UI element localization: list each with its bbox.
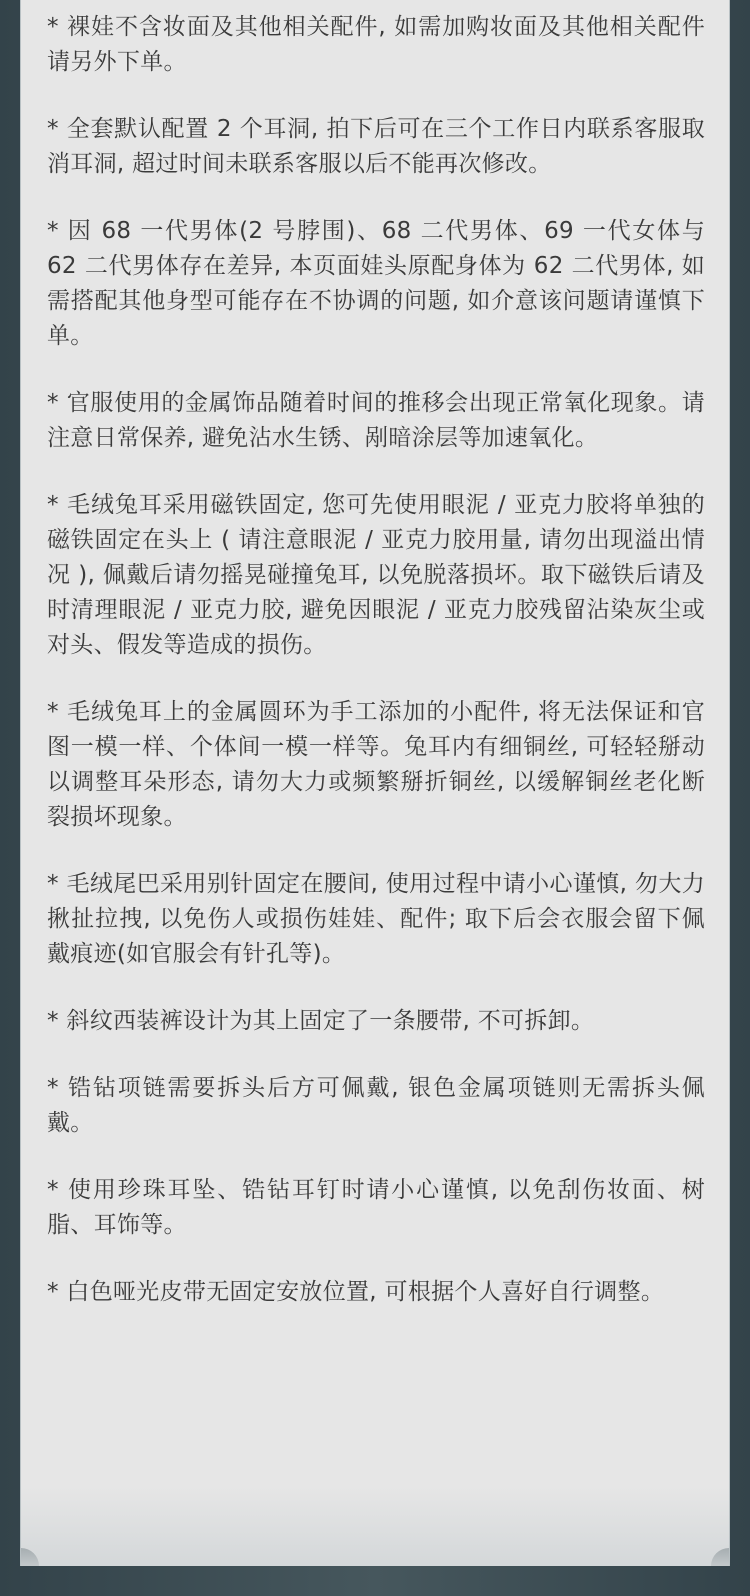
note-item: * 裸娃不含妆面及其他相关配件, 如需加购妆面及其他相关配件请另外下单。 [47,14,705,75]
note-item: * 毛绒尾巴采用别针固定在腰间, 使用过程中请小心谨慎, 勿大力揪扯拉拽, 以免伤人或损伤娃娃、配件; 取下后会衣服会留下佩戴痕迹(如官服会有针孔等)。 [47,871,705,967]
note-item: * 锆钻项链需要拆头后方可佩戴, 银色金属项链则无需拆头佩戴。 [47,1075,705,1136]
note-item: * 因 68 一代男体(2 号脖围)、68 二代男体、69 一代女体与 62 二代男体存在差异, 本页面娃头原配身体为 62 二代男体, 如需搭配其他身型可能存在不协调的问题, 如介意该问题请谨慎下单。 [47,218,705,349]
note-item: * 全套默认配置 2 个耳洞, 拍下后可在三个工作日内联系客服取消耳洞, 超过时间未联系客服以后不能再次修改。 [47,116,705,177]
note-item: * 毛绒兔耳上的金属圆环为手工添加的小配件, 将无法保证和官图一模一样、个体间一模一样等。兔耳内有细铜丝, 可轻轻掰动以调整耳朵形态, 请勿大力或频繁掰折铜丝, 以缓解铜丝老化断裂损坏现象。 [47,699,705,830]
card-notch-right [711,1548,730,1566]
notes-list [21,0,729,1310]
card-notch-left [20,1548,39,1566]
note-item: * 使用珍珠耳坠、锆钻耳钉时请小心谨慎, 以免刮伤妆面、树脂、耳饰等。 [47,1177,705,1238]
notes-card [20,0,730,1566]
note-item: * 毛绒兔耳采用磁铁固定, 您可先使用眼泥 / 亚克力胶将单独的磁铁固定在头上 ( 请注意眼泥 / 亚克力胶用量, 请勿出现溢出情况 ), 佩戴后请勿摇晃碰撞兔耳, 以免脱落损坏。取下磁铁后请及时清理眼泥 / 亚克力胶, 避免因眼泥 / 亚克力胶残留沾染灰尘或对头、假发等造成的损伤。 [47,492,705,658]
note-item: * 官服使用的金属饰品随着时间的推移会出现正常氧化现象。请注意日常保养, 避免沾水生锈、剐暗涂层等加速氧化。 [47,390,705,451]
note-item: * 白色哑光皮带无固定安放位置, 可根据个人喜好自行调整。 [47,1279,665,1305]
note-item: * 斜纹西装裤设计为其上固定了一条腰带, 不可拆卸。 [47,1008,595,1034]
